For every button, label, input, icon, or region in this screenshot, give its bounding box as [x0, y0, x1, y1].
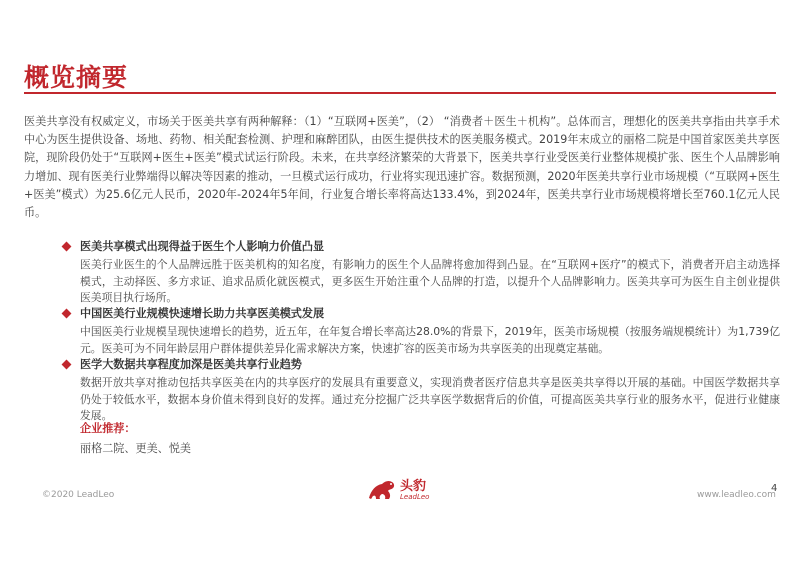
section-body: 数据开放共享对推动包括共享医美在内的共享医疗的发展具有重要意义，实现消费者医疗信息共享是医美共享得以开展的基础。中国医学数据共享仍处于较低水平，数据本身价值未得到良好的发挥。通过充分挖掘广泛共享医学数据背后的价值，可提高医美共享行业的服务水平，促进行业健康发展。 — [80, 376, 780, 422]
section-heading: 中国医美行业规模快速增长助力共享医美模式发展 — [80, 307, 325, 320]
intro-paragraph: 医美共享没有权威定义，市场关于医美共享有两种解释：（1）“互联网+医美”，（2） “消费者＋医生＋机构”。总体而言，理想化的医美共享指由共享手术中心为医生提供设备、场地、药物、相关配套检测、护理和麻醉团队，由医生提供技术的医美服务模式。2019年末成立的丽格二院是中国首家医美共享医院，现阶段仍处于“互联网+医生+医美”模式试运行阶段。未来，在共享经济繁荣的大背景下，医美共享行业受医美行业整体规模扩张、医生个人品牌影响力增加、现有医美行业弊端得以解决等因素的推动，一旦模式运行成功，行业将实现迅速扩容。数据预测，2020年医美共享行业市场规模（“互联网+医生+医美”模式）为25.6亿元人民币，2020年-2024年5年间，行业复合增长率将高达133.4%，到2024年，医美共享行业市场规模将增长至760.1亿元人民币。 — [24, 115, 780, 220]
page-number: 4 — [771, 483, 778, 494]
section-heading: 医美共享模式出现得益于医生个人影响力价值凸显 — [80, 240, 325, 253]
leadleo-logo — [367, 478, 429, 502]
title-divider — [24, 92, 776, 94]
leopard-icon — [367, 478, 397, 502]
section-3 — [80, 355, 780, 425]
section-1 — [80, 237, 780, 307]
page-title: 概览摘要 — [24, 63, 129, 92]
logo-text-cn: 头豹 — [400, 478, 427, 494]
section-2 — [80, 304, 780, 357]
logo-text-en: LeadLeo — [400, 492, 430, 501]
diamond-bullet-icon — [62, 359, 72, 369]
diamond-bullet-icon — [62, 241, 72, 251]
diamond-bullet-icon — [62, 308, 72, 318]
footer-website: www.leadleo.com — [697, 490, 776, 500]
section-heading: 医学大数据共享程度加深是医美共享行业趋势 — [80, 358, 302, 371]
recommendation-label: 企业推荐： — [80, 422, 136, 435]
section-body: 医美行业医生的个人品牌远胜于医美机构的知名度，有影响力的医生个人品牌将愈加得到凸显。在“互联网+医疗”的模式下，消费者开启主动选择模式，主动择医、多方求证、追求品质化就医模式，更多医生开始注重个人品牌的打造，以提升个人品牌影响力。医美共享可为医生自主创业提供医美项目执行场所。 — [80, 258, 780, 304]
section-body: 中国医美行业规模呈现快速增长的趋势，近五年，在年复合增长率高达28.0%的背景下，2019年，医美市场规模（按服务端规模统计）为1,739亿元。医美可为不同年龄层用户群体提供差异化需求解决方案，快速扩容的医美市场为共享医美的出现奠定基础。 — [80, 325, 780, 355]
footer-copyright: ©2020 LeadLeo — [42, 490, 115, 500]
recommendation-value: 丽格二院、更美、悦美 — [80, 442, 191, 455]
